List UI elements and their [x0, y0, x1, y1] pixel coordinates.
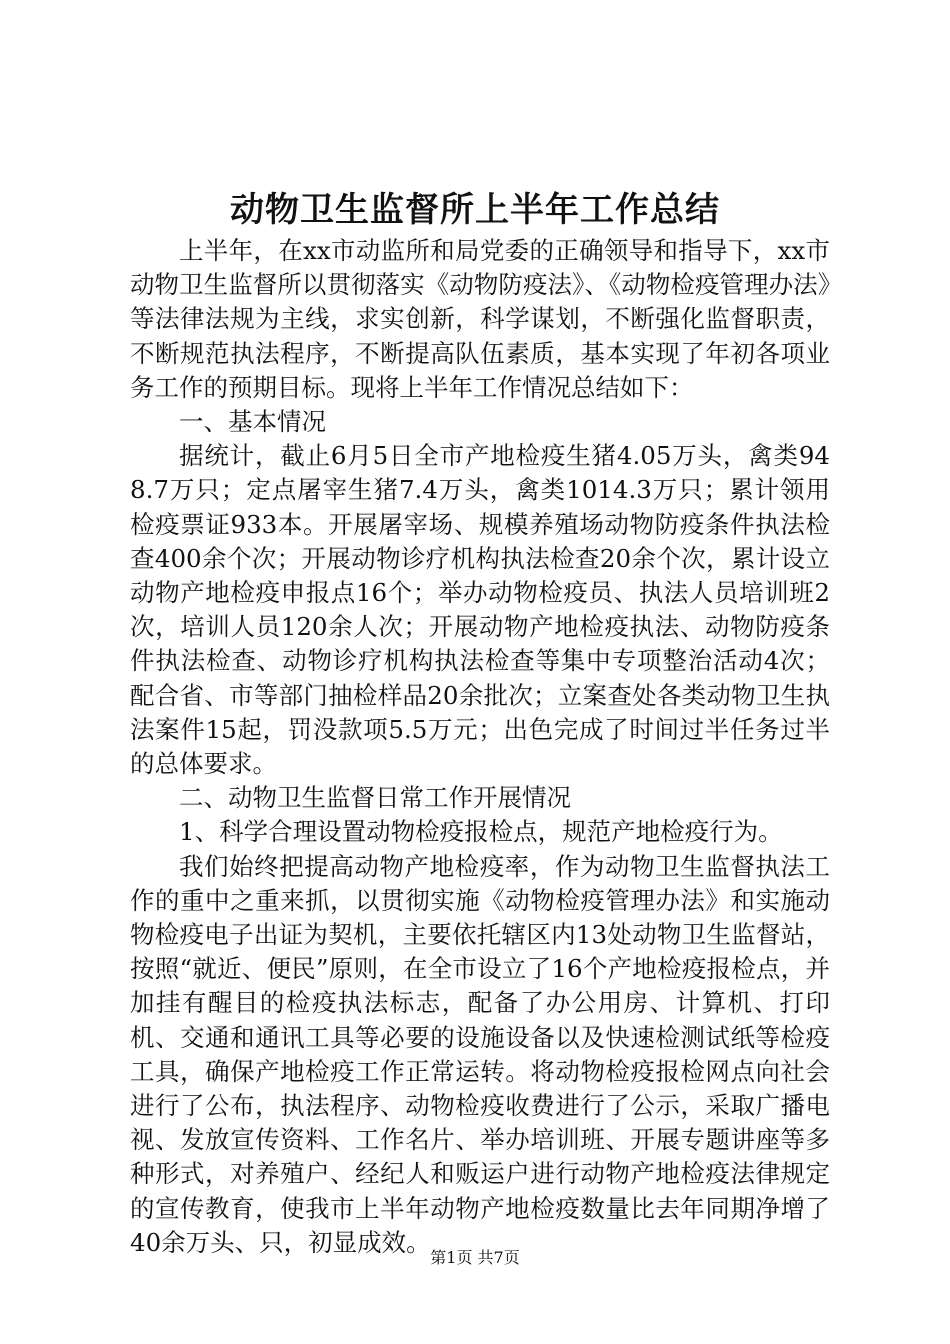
section-heading-daily-work: 二、动物卫生监督日常工作开展情况 [179, 783, 571, 813]
page-footer: 第1页 共7页 [430, 1248, 520, 1267]
paragraph-statistics: 据统计，截止6月5日全市产地检疫生猪4.05万头，禽类948.7万只；定点屠宰生猪7.4万头，禽类1014.3万只；累计领用检疫票证933本。开展屠宰场、规模养殖场动物防疫条件执法检查400余个次；开展动物诊疗机构执法检查20余个次，累计设立动物产地检疫申报点16个；举办动物检疫员、执法人员培训班2次，培训人员120余人次；开展动物产地检疫执法、动物防疫条件执法检查、动物诊疗机构执法检查等集中专项整治活动4次；配合省、市等部门抽检样品20余批次；立案查处各类动物卫生执法案件15起，罚没款项5.5万元；出色完成了时间过半任务过半的总体要求。 [130, 441, 830, 779]
paragraph-intro: 上半年，在xx市动监所和局党委的正确领导和指导下，xx市动物卫生监督所以贯彻落实《动物防疫法》、《动物检疫管理办法》等法律法规为主线，求实创新，科学谋划，不断强化监督职责，不断规范执法程序，不断提高队伍素质，基本实现了年初各项业务工作的预期目标。现将上半年工作情况总结如下： [130, 236, 830, 402]
section-heading-basic: 一、基本情况 [179, 407, 326, 437]
paragraph-quarantine-details: 我们始终把提高动物产地检疫率，作为动物卫生监督执法工作的重中之重来抓，以贯彻实施《动物检疫管理办法》和实施动物检疫电子出证为契机，主要依托辖区内13处动物卫生监督站，按照“就近、便民”原则，在全市设立了16个产地检疫报检点，并加挂有醒目的检疫执法标志，配备了办公用房、计算机、打印机、交通和通讯工具等必要的设施设备以及快速检测试纸等检疫工具，确保产地检疫工作正常运转。将动物检疫报检网点向社会进行了公布，执法程序、动物检疫收费进行了公示，采取广播电视、发放宣传资料、工作名片、举办培训班、开展专题讲座等多种形式，对养殖户、经纪人和贩运户进行动物产地检疫法律规定的宣传教育，使我市上半年动物产地检疫数量比去年同期净增了40余万头、只，初显成效。 [130, 851, 830, 1257]
subheading-quarantine-points: 1、科学合理设置动物检疫报检点，规范产地检疫行为。 [179, 817, 783, 847]
document-body [130, 234, 830, 1260]
document-title: 动物卫生监督所上半年工作总结 [230, 190, 720, 230]
